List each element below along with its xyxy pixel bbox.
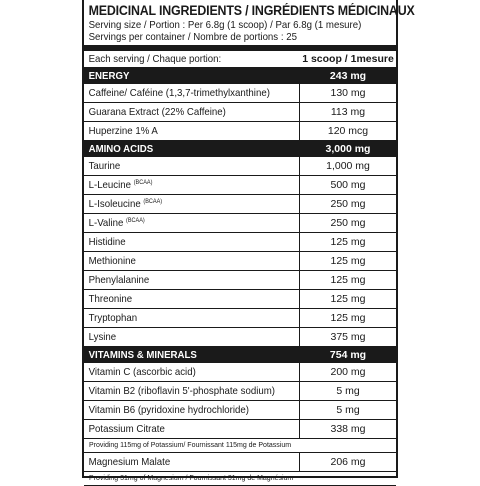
ingredient-name: Vitamin C (ascorbic acid): [88, 366, 196, 378]
ingredient-name: Vitamin B6 (pyridoxine hydrochloride): [88, 404, 249, 416]
ingredient-name: Lysine: [88, 331, 117, 343]
ingredient-amount: 250 mg: [299, 195, 396, 213]
servings-per-container: Servings per container / Nombre de portions : 25: [88, 31, 297, 43]
serving-size: Serving size / Portion : Per 6.8g (1 scoop) / Par 6.8g (1 mesure): [88, 19, 362, 31]
ingredient-row: [84, 290, 396, 309]
ingredient-name: Threonine: [88, 293, 133, 305]
section-header: [84, 347, 396, 363]
ingredient-name: Tryptophan: [88, 312, 138, 324]
ingredient-name: Potassium Citrate: [88, 423, 165, 435]
ingredient-amount: 1,000 mg: [299, 157, 396, 175]
ingredient-row: [84, 309, 396, 328]
ingredient-name: Huperzine 1% A: [88, 125, 158, 137]
section-name: ENERGY: [88, 69, 130, 82]
section-amount: 243 mg: [299, 68, 396, 83]
ingredient-row: [84, 84, 396, 103]
ingredient-row: [84, 103, 396, 122]
ingredient-amount: 125 mg: [299, 252, 396, 270]
ingredient-note: [84, 439, 396, 453]
ingredient-amount: 120 mcg: [299, 122, 396, 140]
ingredient-name: L-Valine $^{(BCAA)}$: [88, 217, 145, 229]
ingredient-amount: 125 mg: [299, 271, 396, 289]
ingredient-name: Taurine: [88, 160, 121, 172]
ingredient-superscript: (BCAA): [143, 199, 163, 205]
panel-title: MEDICINAL INGREDIENTS / INGRÉDIENTS MÉDICINAUX: [88, 3, 415, 18]
ingredient-name: Magnesium Malate: [88, 456, 171, 468]
section-name: VITAMINS & MINERALS: [88, 348, 197, 361]
ingredient-row: [84, 328, 396, 347]
ingredient-row: [84, 214, 396, 233]
ingredient-row: [84, 195, 396, 214]
ingredient-row: [84, 252, 396, 271]
ingredient-amount: 125 mg: [299, 290, 396, 308]
ingredient-note-text: Providing 31mg of Magnesium / Fournissant 31mg de Magnésium: [89, 475, 294, 482]
ingredient-superscript: (BCAA): [126, 218, 145, 224]
ingredient-amount: 113 mg: [299, 103, 396, 121]
ingredient-amount: 125 mg: [299, 233, 396, 251]
ingredient-row: [84, 122, 396, 141]
column-header-amount: 1 scoop / 1mesure: [302, 53, 394, 65]
ingredient-name: L-Isoleucine $^{(BCAA)}$: [88, 198, 163, 210]
ingredient-name: Methionine: [88, 255, 136, 267]
ingredient-superscript: (BCAA): [133, 180, 153, 186]
column-header-label: Each serving / Chaque portion:: [88, 53, 222, 65]
ingredient-row: [84, 401, 396, 420]
ingredient-note-text: Providing 115mg of Potassium/ Fournissant 115mg de Potassium: [89, 442, 292, 449]
ingredient-name: Caffeine/ Caféine (1,3,7-trimethylxanthine): [88, 87, 270, 99]
ingredient-name: Guarana Extract (22% Caffeine): [88, 106, 226, 118]
section-header: [84, 141, 396, 157]
section-amount: 3,000 mg: [299, 141, 396, 156]
ingredient-amount: 500 mg: [299, 176, 396, 194]
ingredient-name: L-Leucine $^{(BCAA)}$: [88, 179, 153, 191]
section-name: AMINO ACIDS: [88, 142, 154, 155]
ingredient-row: [84, 233, 396, 252]
ingredient-amount: 125 mg: [299, 309, 396, 327]
section-amount: 754 mg: [299, 347, 396, 362]
ingredient-row: [84, 176, 396, 195]
section-header: [84, 68, 396, 84]
ingredient-row: [84, 382, 396, 401]
ingredient-amount: 200 mg: [299, 363, 396, 381]
ingredient-name: Phenylalanine: [88, 274, 150, 286]
ingredient-row: [84, 453, 396, 472]
ingredient-note: [84, 472, 396, 486]
ingredient-name: Histidine: [88, 236, 126, 248]
ingredient-amount: 206 mg: [299, 453, 396, 471]
ingredient-amount: 250 mg: [299, 214, 396, 232]
ingredient-table: [84, 68, 396, 486]
column-header: [84, 51, 396, 68]
ingredient-amount: 338 mg: [299, 420, 396, 438]
ingredient-amount: 5 mg: [299, 401, 396, 419]
ingredient-row: [84, 271, 396, 290]
ingredient-amount: 130 mg: [299, 84, 396, 102]
ingredient-amount: 5 mg: [299, 382, 396, 400]
ingredient-row: [84, 363, 396, 382]
ingredients-panel: [82, 0, 415, 482]
ingredient-row: [84, 157, 396, 176]
ingredient-name: Vitamin B2 (riboflavin 5'-phosphate sodium): [88, 385, 275, 397]
ingredient-amount: 375 mg: [299, 328, 396, 346]
ingredient-row: [84, 420, 396, 439]
